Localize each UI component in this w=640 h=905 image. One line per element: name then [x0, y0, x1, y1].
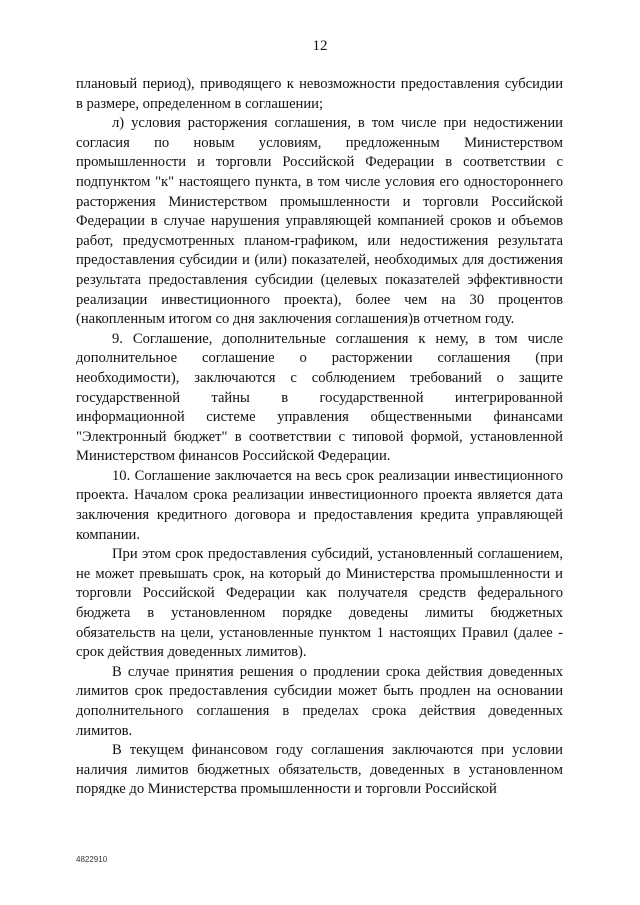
paragraph: 9. Соглашение, дополнительные соглашения к нему, в том числе дополнительное соглашение о расторжении соглашения (при необходимости), заключаются с соблюдением требований о защите государственной тайны в государственной интегрированной информационной системе управления общественными финансами "Электронный бюджет" в соответствии с типовой формой, установленной Министерством финансов Российской Федерации. — [76, 330, 563, 465]
page-number: 12 — [312, 38, 328, 54]
paragraph: При этом срок предоставления субсидий, установленный соглашением, не может превышать срок, на который до Министерства промышленности и торговли Российской Федерации как получателя средств федерального бюджета в установленном порядке доведены лимиты бюджетных обязательств на цели, установленные пунктом 1 настоящих Правил (далее - срок действия доведенных лимитов). — [76, 546, 563, 661]
paragraph: В случае принятия решения о продлении срока действия доведенных лимитов срок предоставления субсидии может быть продлен на основании дополнительного соглашения в пределах срока действия доведенных лимитов. — [76, 663, 563, 739]
document-id: 4822910 — [76, 855, 108, 864]
paragraph: 10. Соглашение заключается на весь срок реализации инвестиционного проекта. Началом срока реализации инвестиционного проекта является дата заключения кредитного договора и предоставления кредита управляющей компании. — [76, 467, 563, 543]
document-body — [76, 75, 563, 800]
paragraph: л) условия расторжения соглашения, в том числе при недостижении согласия по новым условиям, предложенным Министерством промышленности и торговли Российской Федерации в соответствии с подпунктом "к" настоящего пункта, в том числе условия его одностороннего расторжения Министерством промышленности и торговли Российской Федерации в случае нарушения управляющей компанией сроков и объемов работ, предусмотренных планом-графиком, или недостижения результата предоставления субсидии и (или) показателей, необходимых для достижения результата предоставления субсидии (целевых показателей эффективности реализации инвестиционного проекта), более чем на 30 процентов (накопленным итогом со дня заключения соглашения)в отчетном году. — [76, 115, 563, 328]
paragraph: В текущем финансовом году соглашения заключаются при условии наличия лимитов бюджетных обязательств, доведенных в установленном порядке до Министерства промышленности и торговли Российской — [76, 742, 563, 798]
paragraph: плановый период), приводящего к невозможности предоставления субсидии в размере, определенном в соглашении; — [76, 76, 563, 112]
